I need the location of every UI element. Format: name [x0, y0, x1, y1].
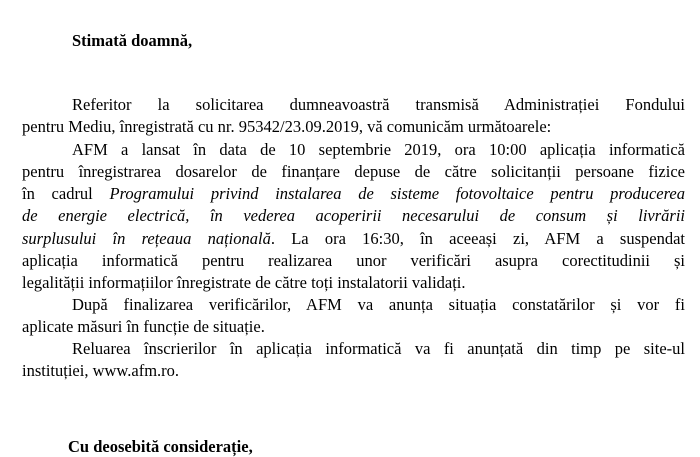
program-name-part-3: surplusului în rețeaua națională [22, 229, 271, 248]
closing-formula: Cu deosebită considerație, [68, 437, 253, 456]
paragraph-3-line-2: aplicate măsuri în funcție de situație. [22, 317, 265, 336]
paragraph-2-line-5-plain: . La ora 16:30, în aceeași zi, AFM a suspendat [270, 229, 685, 248]
salutation: Stimată doamnă, [72, 31, 193, 50]
paragraph-1-line-2: pentru Mediu, înregistrată cu nr. 95342/23.09.2019, vă comunicăm următoarele: [22, 117, 552, 136]
paragraph-2-line-3 [22, 184, 685, 203]
paragraph-2-line-6: aplicația informatică pentru realizarea unor verificări asupra corectitudinii și [22, 251, 685, 270]
paragraph-2-line-3-plain: în cadrul [22, 184, 110, 203]
paragraph-2-line-4 [22, 206, 685, 225]
paragraph-2-line-2: pentru înregistrarea dosarelor de finanțare depuse de către solicitanții persoane fizice [22, 162, 685, 181]
paragraph-3-line-1: După finalizarea verificărilor, AFM va anunța situația constatărilor și vor fi [72, 295, 685, 314]
paragraph-2-line-1: AFM a lansat în data de 10 septembrie 2019, ora 10:00 aplicația informatică [72, 140, 685, 159]
paragraph-2-line-7: legalității informațiilor înregistrate de către toți instalatorii validați. [22, 273, 466, 292]
program-name-part-1: Programului privind instalarea de sisteme fotovoltaice pentru producerea [109, 184, 685, 203]
paragraph-1-line-1: Referitor la solicitarea dumneavoastră transmisă Administrației Fondului [72, 95, 685, 114]
paragraph-4-line-1: Reluarea înscrierilor în aplicația informatică va fi anunțată din timp pe site-ul [72, 339, 685, 358]
paragraph-4-line-2: instituției, www.afm.ro. [22, 361, 180, 380]
paragraph-2-line-5 [22, 229, 685, 248]
program-name-part-2: de energie electrică, în vederea acoperirii necesarului de consum și livrării [22, 206, 685, 225]
